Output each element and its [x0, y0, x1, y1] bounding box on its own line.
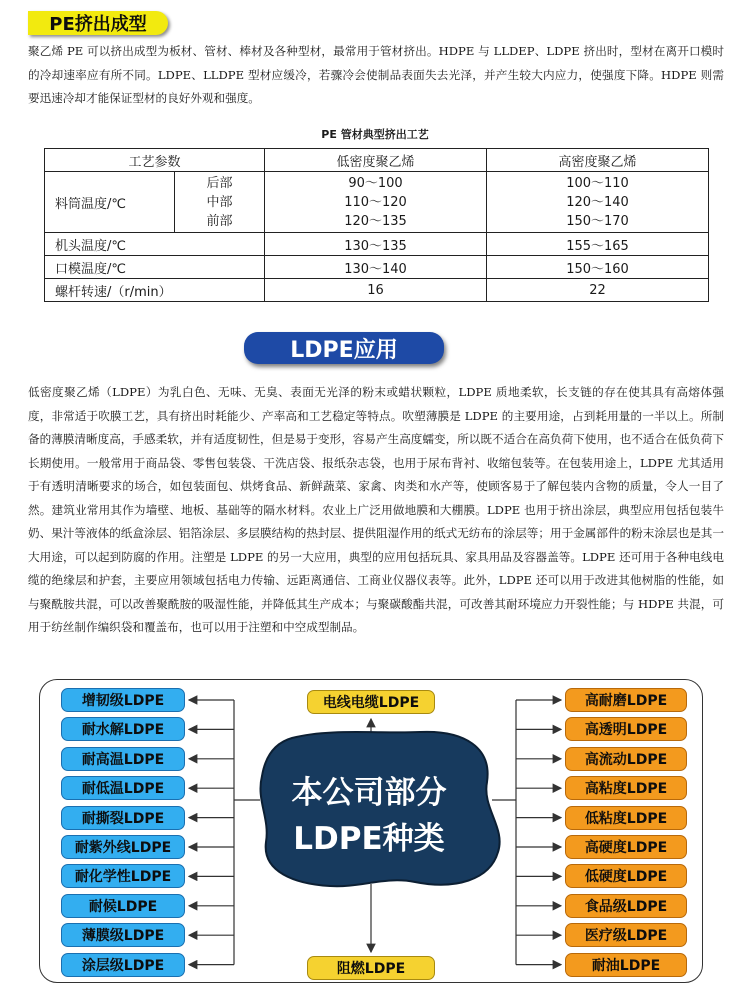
cell-value: 22 — [487, 279, 709, 302]
pe-extrusion-paragraph: 聚乙烯 PE 可以挤出成型为板材、管材、棒材及各种型材，最常用于管材挤出。HDPE 与 LLDEP、LDPE 挤出时，型材在离开口模时的冷却速率应有所不同。LDPE、LLDPE 型材应缓冷，若骤冷会使制品表面失去光泽，并产生较大内应力，使强度下降。HDPE 则需要迅速冷却才能保证型材的良好外观和强度。 — [28, 44, 724, 105]
right-variety-item: 高耐磨LDPE — [565, 688, 687, 712]
cell-value: 120～140 — [566, 194, 629, 210]
left-variety-item: 耐撕裂LDPE — [61, 806, 185, 830]
top-variety-label: 电线电缆LDPE — [307, 690, 435, 714]
right-variety-item: 高透明LDPE — [565, 717, 687, 741]
left-variety-item: 耐高温LDPE — [61, 747, 185, 771]
right-variety-item: 高粘度LDPE — [565, 776, 687, 800]
row-label: 口模温度/℃ — [45, 256, 265, 279]
center-title — [258, 770, 480, 862]
left-variety-item: 耐化学性LDPE — [61, 864, 185, 888]
barrel-temp-label: 料筒温度/℃ — [45, 172, 175, 233]
cell-value: 150～160 — [487, 256, 709, 279]
cell-value: 90～100 — [348, 175, 403, 191]
cell-value: 110～120 — [344, 194, 407, 210]
cell-value: 130～135 — [265, 233, 487, 256]
row-label: 螺杆转速/（r/min） — [45, 279, 265, 302]
zone-rear: 后部 — [206, 175, 233, 191]
table-caption: PE 管材典型挤出工艺 — [321, 128, 429, 141]
left-variety-item: 薄膜级LDPE — [61, 923, 185, 947]
zone-middle: 中部 — [206, 194, 233, 210]
row-label: 机头温度/℃ — [45, 233, 265, 256]
center-title-line1: 本公司部分 — [291, 775, 447, 811]
ldpe-application-paragraph: 低密度聚乙烯（LDPE）为乳白色、无味、无臭、表面无光泽的粉末或蜡状颗粒，LDPE 质地柔软，长支链的存在使其具有高熔体强度，非常适于吹膜工艺，具有挤出时耗能少、产率高和工艺稳定等特点。吹塑薄膜是 LDPE 的主要用途，占到耗用量的一半以上。所制备的薄膜清晰度高，手感柔软，并有适度韧性，但是易于变形，容易产生高度蠕变，所以既不适合在高负荷下使用，也不适合在低负荷下长期使用。一般常用于商品袋、零售包装袋、干洗店袋、报纸杂志袋，也用于尿布背衬、收缩包装等。在包装用途上，LDPE 尤其适用于有透明清晰要求的场合，如包装面包、烘烤食品、新鲜蔬菜、家禽、肉类和水产等，使顾客易于了解包装内含物的质量，令人一目了然。建筑业常用其作为墙壁、地板、基础等的隔水材料。农业上广泛用做地膜和大棚膜。LDPE 也用于挤出涂层，典型应用包括包装牛奶、果汁等液体的纸盒涂层、铝箔涂层、多层膜结构的热封层、提供阻湿作用的纸式无纺布的涂层等；用于金属部件的粉末涂层也是其一大用途，可以起到防腐的作用。注塑是 LDPE 的另一大应用，典型的应用包括玩具、家具用品及容器盖等。LDPE 还可用于各种电线电缆的绝缘层和护套，主要应用领域包括电力传输、远距离通信、工商业仪器仪表等。此外，LDPE 还可以用于改进其他树脂的性能，如与聚酰胺共混，可以改善聚酰胺的吸湿性能，并降低其生产成本；与聚碳酸酯共混，可改善其耐环境应力开裂性能；与 HDPE 共混，可用于纺丝制作编织袋和覆盖布，也可以用于注塑和中空成型制品。 — [28, 385, 724, 634]
right-variety-item: 高流动LDPE — [565, 747, 687, 771]
header-hdpe: 高密度聚乙烯 — [487, 149, 709, 172]
cell-value: 150～170 — [566, 213, 629, 229]
cell-value: 100～110 — [566, 175, 629, 191]
section-title-pe-extrusion: PE挤出成型 — [28, 11, 168, 35]
center-title-line2: LDPE种类 — [293, 821, 445, 857]
right-variety-item: 耐油LDPE — [565, 953, 687, 977]
section-title-ldpe-application: LDPE应用 — [244, 332, 444, 364]
bottom-variety-label: 阻燃LDPE — [307, 956, 435, 980]
left-variety-item: 耐候LDPE — [61, 894, 185, 918]
left-variety-item: 耐低温LDPE — [61, 776, 185, 800]
left-variety-item: 耐水解LDPE — [61, 717, 185, 741]
cell-value: 130～140 — [265, 256, 487, 279]
cell-value: 120～135 — [344, 213, 407, 229]
zone-front: 前部 — [206, 213, 233, 229]
cell-value: 155～165 — [487, 233, 709, 256]
right-variety-item: 高硬度LDPE — [565, 835, 687, 859]
left-variety-item: 增韧级LDPE — [61, 688, 185, 712]
cell-value: 16 — [265, 279, 487, 302]
right-variety-item: 食品级LDPE — [565, 894, 687, 918]
right-variety-item: 医疗级LDPE — [565, 923, 687, 947]
header-param: 工艺参数 — [45, 149, 265, 172]
header-ldpe: 低密度聚乙烯 — [265, 149, 487, 172]
right-variety-item: 低硬度LDPE — [565, 864, 687, 888]
left-variety-item: 涂层级LDPE — [61, 953, 185, 977]
left-variety-item: 耐紫外线LDPE — [61, 835, 185, 859]
right-variety-item: 低粘度LDPE — [565, 806, 687, 830]
